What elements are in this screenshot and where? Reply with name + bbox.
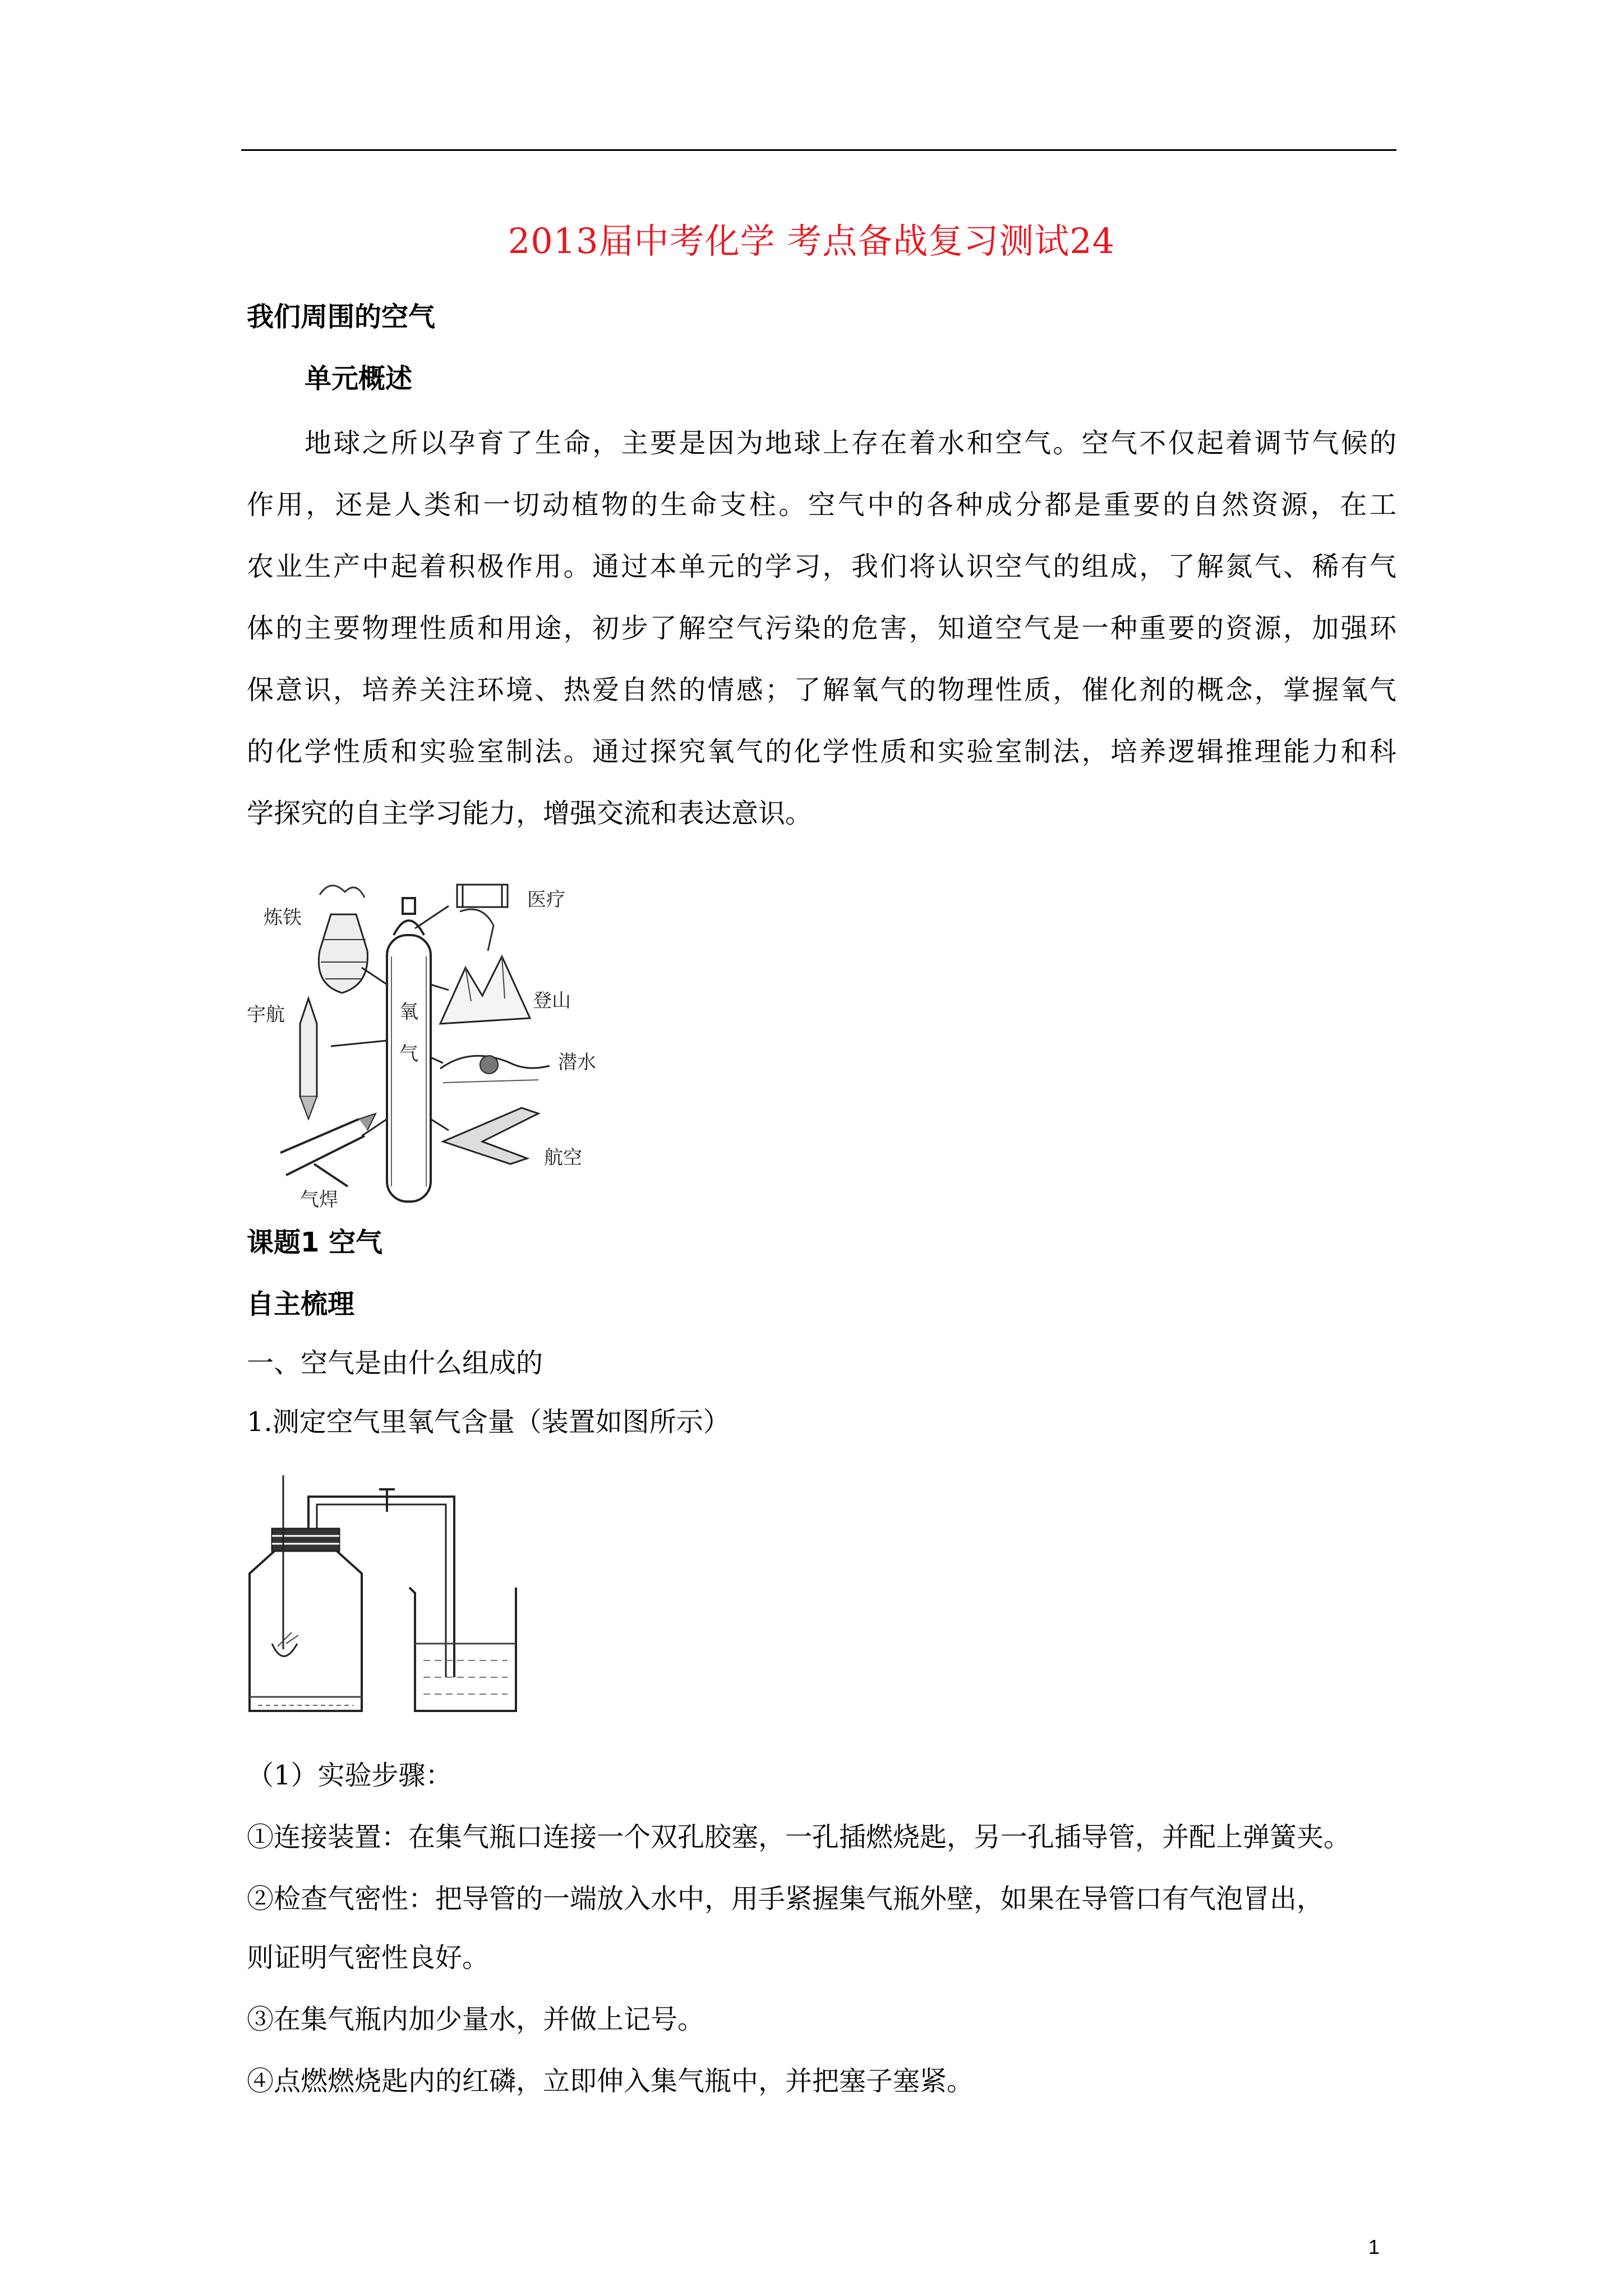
label-aerospace: 宇航 bbox=[247, 1004, 285, 1026]
lesson-title: 课题1 空气 bbox=[247, 1227, 383, 1258]
section-heading: 一、空气是由什么组成的 bbox=[247, 1347, 543, 1379]
step-item: ③在集气瓶内加少量水，并做上记号。 bbox=[247, 2004, 705, 2035]
step-item: ②检查气密性：把导管的一端放入水中，用手紧握集气瓶外壁，如果在导管口有气泡冒出， bbox=[247, 1883, 1324, 1915]
cylinder-text: 气 bbox=[399, 1043, 418, 1065]
overview-line: 体的主要物理性质和用途，初步了解空气污染的危害，知道空气是一种重要的资源，加强环 bbox=[247, 613, 1396, 644]
overview-line: 的化学性质和实验室制法。通过探究氧气的化学性质和实验室制法，培养逻辑推理能力和科 bbox=[247, 736, 1396, 767]
beaker-icon bbox=[409, 1588, 516, 1711]
label-diving: 潜水 bbox=[558, 1051, 596, 1074]
overview-line: 农业生产中起着积极作用。通过本单元的学习，我们将认识空气的组成，了解氮气、稀有气 bbox=[247, 551, 1396, 582]
overview-line: 保意识，培养关注环境、热爱自然的情感；了解氧气的物理性质，催化剂的概念，掌握氧气 bbox=[247, 674, 1396, 706]
item-heading: 1.测定空气里氧气含量（装置如图所示） bbox=[247, 1406, 730, 1438]
heading-our-air: 我们周围的空气 bbox=[247, 301, 436, 333]
gas-bottle-icon bbox=[250, 1475, 362, 1711]
page-title: 2013届中考化学 考点备战复习测试24 bbox=[508, 220, 1115, 261]
welding-icon bbox=[280, 1114, 376, 1186]
overview-line: 学探究的自主学习能力，增强交流和表达意识。 bbox=[247, 798, 813, 829]
furnace-icon bbox=[319, 886, 368, 993]
page-number: 1 bbox=[1368, 2235, 1380, 2258]
rocket-icon bbox=[300, 999, 317, 1119]
diver-icon bbox=[440, 1056, 550, 1083]
self-study-heading: 自主梳理 bbox=[247, 1289, 355, 1320]
medical-icon bbox=[457, 885, 508, 951]
label-medical: 医疗 bbox=[527, 889, 565, 911]
overview-line: 地球之所以孕育了生命，主要是因为地球上存在着水和空气。空气不仅起着调节气候的 bbox=[305, 427, 1396, 459]
label-welding: 气焊 bbox=[300, 1189, 338, 1209]
mountain-icon bbox=[440, 956, 530, 1024]
step-item: ①连接装置：在集气瓶口连接一个双孔胶塞，一孔插燃烧匙，另一孔插导管，并配上弹簧夹。 bbox=[247, 1821, 1351, 1853]
cylinder-text: 氧 bbox=[399, 1001, 418, 1023]
steps-heading: （1）实验步骤： bbox=[247, 1760, 453, 1791]
label-smelting: 炼铁 bbox=[264, 907, 302, 929]
step-item: ④点燃燃烧匙内的红磷，立即伸入集气瓶中，并把塞子塞紧。 bbox=[247, 2065, 974, 2097]
overview-paragraph bbox=[247, 412, 1396, 844]
header-rule bbox=[241, 149, 1396, 151]
oxygen-uses-figure bbox=[247, 872, 611, 1209]
overview-line: 作用，还是人类和一切动植物的生命支柱。空气中的各种成分都是重要的自然资源，在工 bbox=[247, 489, 1396, 521]
label-aviation: 航空 bbox=[544, 1147, 582, 1169]
airplane-icon bbox=[443, 1108, 538, 1164]
apparatus-figure bbox=[247, 1475, 527, 1717]
step-item: 则证明气密性良好。 bbox=[247, 1942, 490, 1973]
label-climbing: 登山 bbox=[533, 990, 571, 1012]
spring-clip-icon bbox=[379, 1489, 395, 1512]
heading-unit-overview: 单元概述 bbox=[305, 363, 413, 394]
